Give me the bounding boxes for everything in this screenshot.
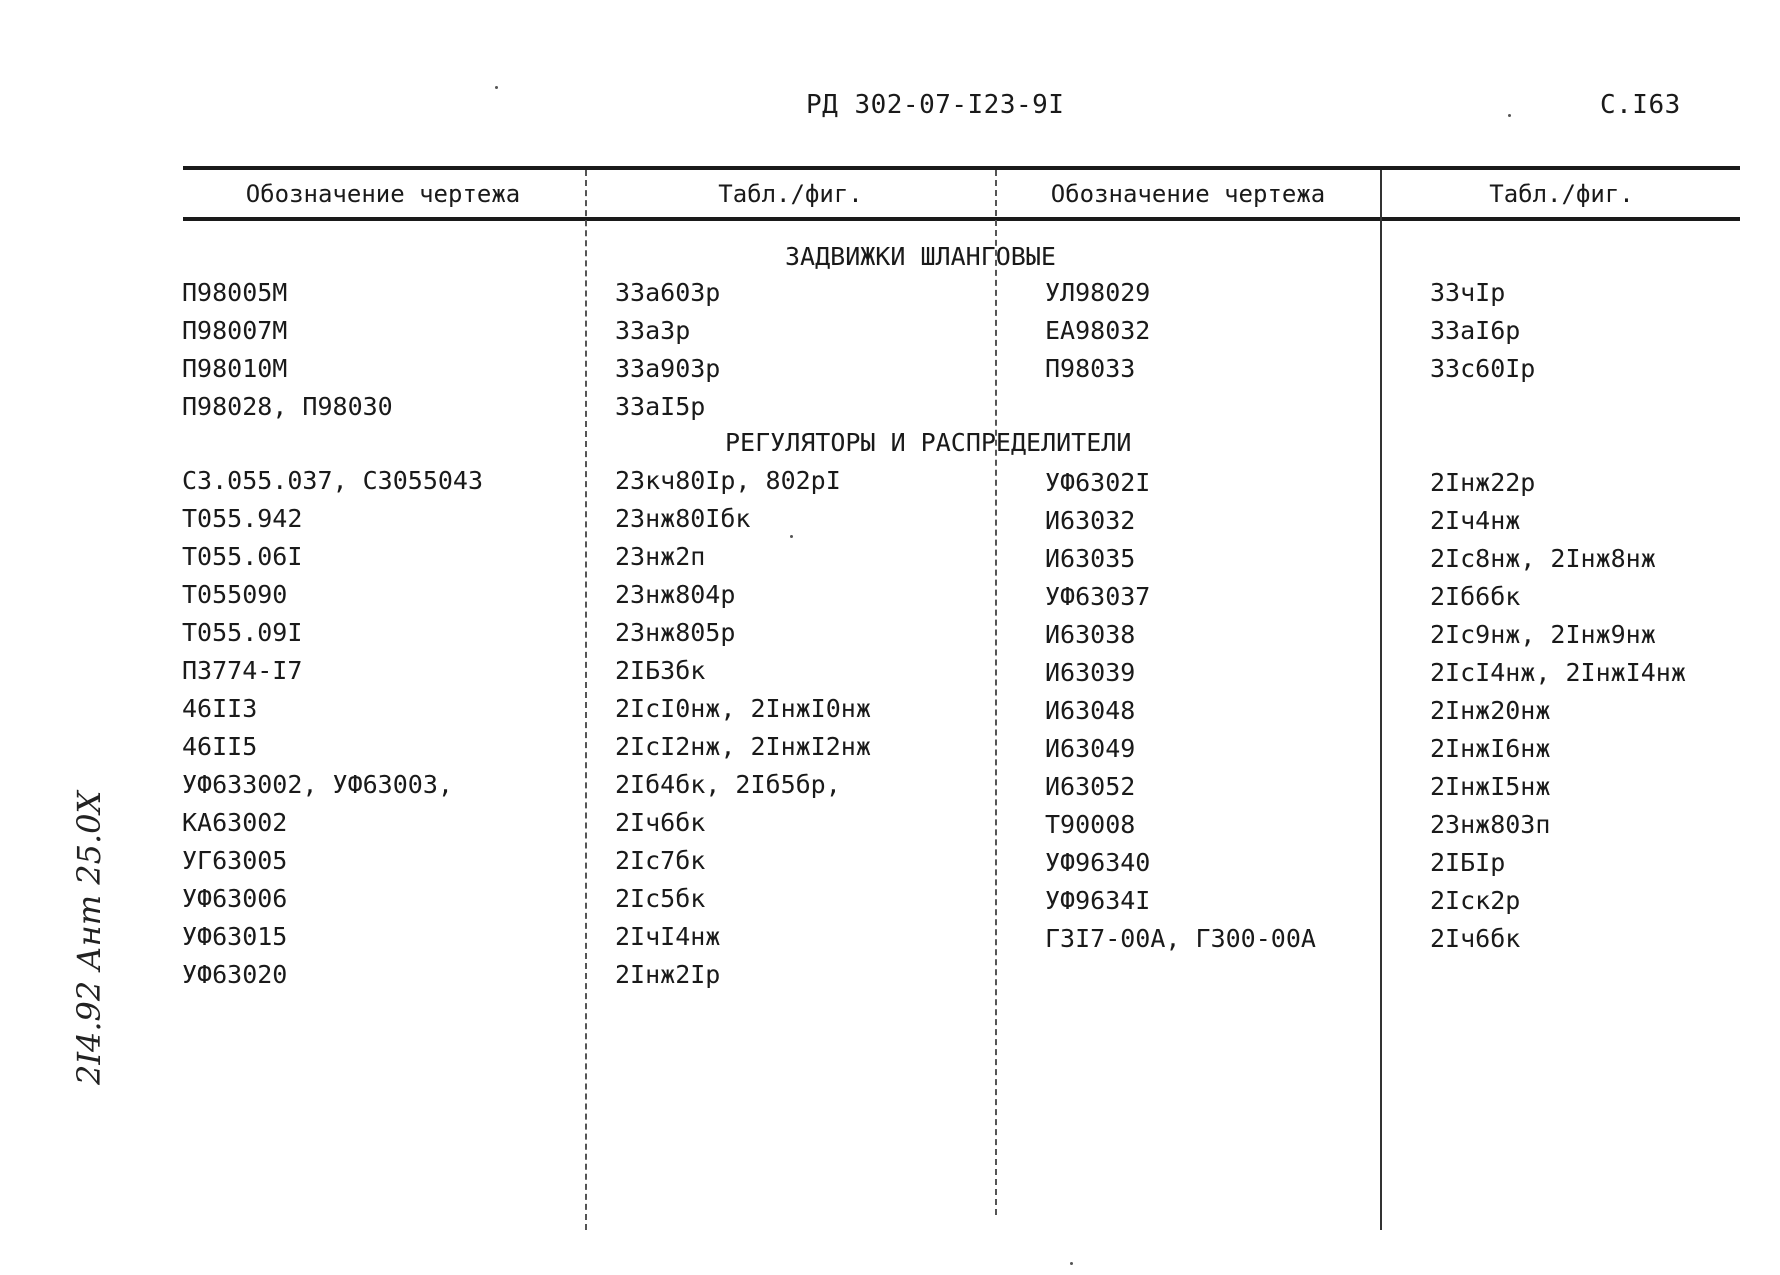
drawing-id-cell: УГ63005 <box>182 846 288 875</box>
table-ref-cell: 2Iнж2Iр <box>615 960 721 989</box>
scan-speck <box>1070 1262 1073 1265</box>
table-ref-cell: 2IБIр <box>1430 848 1506 877</box>
table-top-rule <box>183 166 1740 170</box>
drawing-id-cell: П98028, П98030 <box>182 392 393 421</box>
drawing-id-cell: 46II3 <box>182 694 258 723</box>
table-ref-cell: 33чIр <box>1430 278 1506 307</box>
drawing-id-cell: УФ96340 <box>1045 848 1151 877</box>
table-ref-cell: 2IБ3бк <box>615 656 706 685</box>
table-ref-cell: 33а603р <box>615 278 721 307</box>
column-header-drawing-1: Обозначение чертежа <box>245 180 521 208</box>
drawing-id-cell: П98033 <box>1045 354 1136 383</box>
drawing-id-cell: Т055.06I <box>182 542 303 571</box>
drawing-id-cell: С3.055.037, С3055043 <box>182 466 484 495</box>
table-ref-cell: 33а3р <box>615 316 691 345</box>
drawing-id-cell: П3774-I7 <box>182 656 303 685</box>
table-ref-cell: 2Iб6бк <box>1430 582 1521 611</box>
table-ref-cell: 33аI5р <box>615 392 706 421</box>
column-divider <box>585 170 587 1230</box>
table-ref-cell: 2Iск2р <box>1430 886 1521 915</box>
drawing-id-cell: И63032 <box>1045 506 1136 535</box>
page-number: С.I63 <box>1600 90 1681 120</box>
table-ref-cell: 2IсI2нж, 2IнжI2нж <box>615 732 871 761</box>
table-ref-cell: 23кч80Iр, 802рI <box>615 466 841 495</box>
drawing-id-cell: Т055090 <box>182 580 288 609</box>
drawing-id-cell: ЕА98032 <box>1045 316 1151 345</box>
drawing-id-cell: УФ9634I <box>1045 886 1151 915</box>
table-ref-cell: 2Iч6бк <box>1430 924 1521 953</box>
table-ref-cell: 2Iс8нж, 2Iнж8нж <box>1430 544 1656 573</box>
table-header-rule <box>183 217 1740 221</box>
table-ref-cell: 2Iч4нж <box>1430 506 1521 535</box>
table-ref-cell: 2Iс7бк <box>615 846 706 875</box>
drawing-id-cell: УФ63015 <box>182 922 288 951</box>
drawing-id-cell: И63039 <box>1045 658 1136 687</box>
table-ref-cell: 2Iнж22р <box>1430 468 1536 497</box>
scan-speck <box>495 86 498 89</box>
table-ref-cell: 2IчI4нж <box>615 922 721 951</box>
table-ref-cell: 33с60Iр <box>1430 354 1536 383</box>
table-ref-cell: 33аI6р <box>1430 316 1521 345</box>
table-ref-cell: 2IнжI5нж <box>1430 772 1551 801</box>
table-ref-cell: 2IсI4нж, 2IнжI4нж <box>1430 658 1686 687</box>
scan-speck <box>790 535 793 538</box>
column-header-table-2: Табл./фиг. <box>1489 180 1634 208</box>
table-ref-cell: 2IсI0нж, 2IнжI0нж <box>615 694 871 723</box>
drawing-id-cell: Т055.942 <box>182 504 303 533</box>
drawing-id-cell: УФ63037 <box>1045 582 1151 611</box>
table-ref-cell: 23нж803п <box>1430 810 1551 839</box>
drawing-id-cell: УФ6302I <box>1045 468 1151 497</box>
table-ref-cell: 33а903р <box>615 354 721 383</box>
handwritten-margin-note: 2I4.92 Ант 25.0X <box>70 790 108 1085</box>
drawing-id-cell: УФ633002, УФ63003, <box>182 770 453 799</box>
drawing-id-cell: 46II5 <box>182 732 258 761</box>
drawing-id-cell: КА63002 <box>182 808 288 837</box>
table-ref-cell: 23нж2п <box>615 542 706 571</box>
drawing-id-cell: П98007М <box>182 316 288 345</box>
column-header-table-1: Табл./фиг. <box>718 180 863 208</box>
drawing-id-cell: УФ63020 <box>182 960 288 989</box>
scan-speck <box>1508 114 1511 117</box>
column-divider <box>1380 170 1382 1230</box>
drawing-id-cell: И63035 <box>1045 544 1136 573</box>
drawing-id-cell: УФ63006 <box>182 884 288 913</box>
drawing-id-cell: П98005М <box>182 278 288 307</box>
column-divider <box>995 170 997 1215</box>
drawing-id-cell: И63038 <box>1045 620 1136 649</box>
section-title: РЕГУЛЯТОРЫ И РАСПРЕДЕЛИТЕЛИ <box>725 428 1132 457</box>
drawing-id-cell: УЛ98029 <box>1045 278 1151 307</box>
table-ref-cell: 2Iб4бк, 2Iб5бр, <box>615 770 841 799</box>
table-ref-cell: 23нж80Iбк <box>615 504 751 533</box>
drawing-id-cell: И63049 <box>1045 734 1136 763</box>
drawing-id-cell: И63048 <box>1045 696 1136 725</box>
section-title: ЗАДВИЖКИ ШЛАНГОВЫЕ <box>785 242 1056 271</box>
table-ref-cell: 23нж804р <box>615 580 736 609</box>
drawing-id-cell: Г3I7-00А, Г300-00А <box>1045 924 1316 953</box>
document-code: РД 302-07-I23-9I <box>806 90 1065 120</box>
drawing-id-cell: Т90008 <box>1045 810 1136 839</box>
table-ref-cell: 2Iч6бк <box>615 808 706 837</box>
drawing-id-cell: Т055.09I <box>182 618 303 647</box>
column-header-drawing-2: Обозначение чертежа <box>1050 180 1326 208</box>
table-ref-cell: 23нж805р <box>615 618 736 647</box>
drawing-id-cell: П98010М <box>182 354 288 383</box>
table-ref-cell: 2Iс9нж, 2Iнж9нж <box>1430 620 1656 649</box>
drawing-id-cell: И63052 <box>1045 772 1136 801</box>
table-ref-cell: 2IнжI6нж <box>1430 734 1551 763</box>
table-ref-cell: 2Iнж20нж <box>1430 696 1551 725</box>
table-ref-cell: 2Iс5бк <box>615 884 706 913</box>
